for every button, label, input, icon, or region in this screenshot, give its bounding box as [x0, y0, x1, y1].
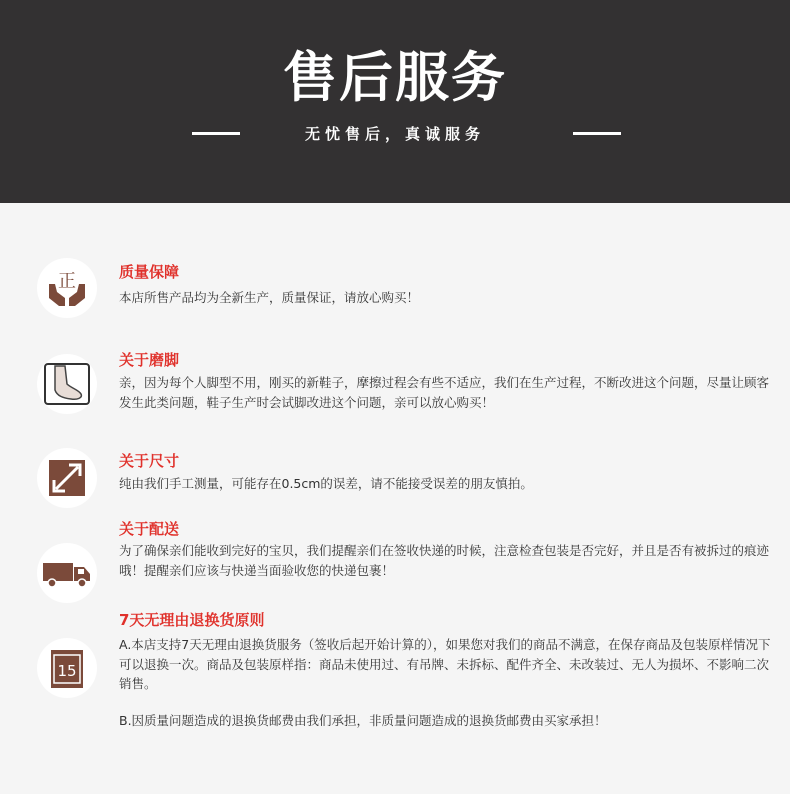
section-body: 为了确保亲们能收到完好的宝贝，我们提醒亲们在签收快递的时候，注意检查包装是否完好，并且是否有被拆过的痕迹哦！提醒亲们应该与快递当面验收您的快递包裹！: [119, 543, 770, 578]
page-subtitle: 无忧售后，真诚服务: [304, 125, 485, 143]
header-banner: [0, 0, 790, 203]
section-title: 关于磨脚: [119, 351, 180, 369]
section-title: 关于尺寸: [119, 452, 180, 470]
foot-icon: [37, 354, 97, 414]
resize-arrow-icon: [37, 448, 97, 508]
calendar-15-icon-text: 15: [57, 662, 77, 680]
hands-zheng-icon-text: 正: [58, 271, 76, 292]
section-body: A.本店支持7天无理由退换货服务（签收后起开始计算的），如果您对我们的商品不满意，在保存商品及包装原样情况下可以退换一次。商品及包装原样指：商品未使用过、有吊牌、未拆标、配件齐全、未改装过、无人为损坏、不影响二次销售。: [119, 637, 771, 691]
section-title: 7天无理由退换货原则: [119, 611, 265, 629]
section-body: 亲，因为每个人脚型不用，刚买的新鞋子，摩擦过程会有些不适应，我们在生产过程，不断改进这个问题，尽量让顾客发生此类问题，鞋子生产时会试脚改进这个问题，亲可以放心购买！: [119, 375, 770, 410]
subtitle-divider-right: [573, 132, 621, 135]
section-body-b: B.因质量问题造成的退换货邮费由我们承担，非质量问题造成的退换货邮费由买家承担！: [119, 713, 607, 728]
hands-zheng-icon: [37, 258, 97, 318]
section-body: 本店所售产品均为全新生产，质量保证，请放心购买！: [119, 290, 420, 305]
section-body: 纯由我们手工测量，可能存在0.5cm的误差，请不能接受误差的朋友慎拍。: [119, 476, 533, 491]
calendar-15-icon: [37, 638, 97, 698]
section-title: 质量保障: [119, 263, 180, 281]
page-title: 售后服务: [283, 46, 507, 109]
delivery-truck-icon: [37, 543, 97, 603]
section-title: 关于配送: [119, 520, 180, 538]
